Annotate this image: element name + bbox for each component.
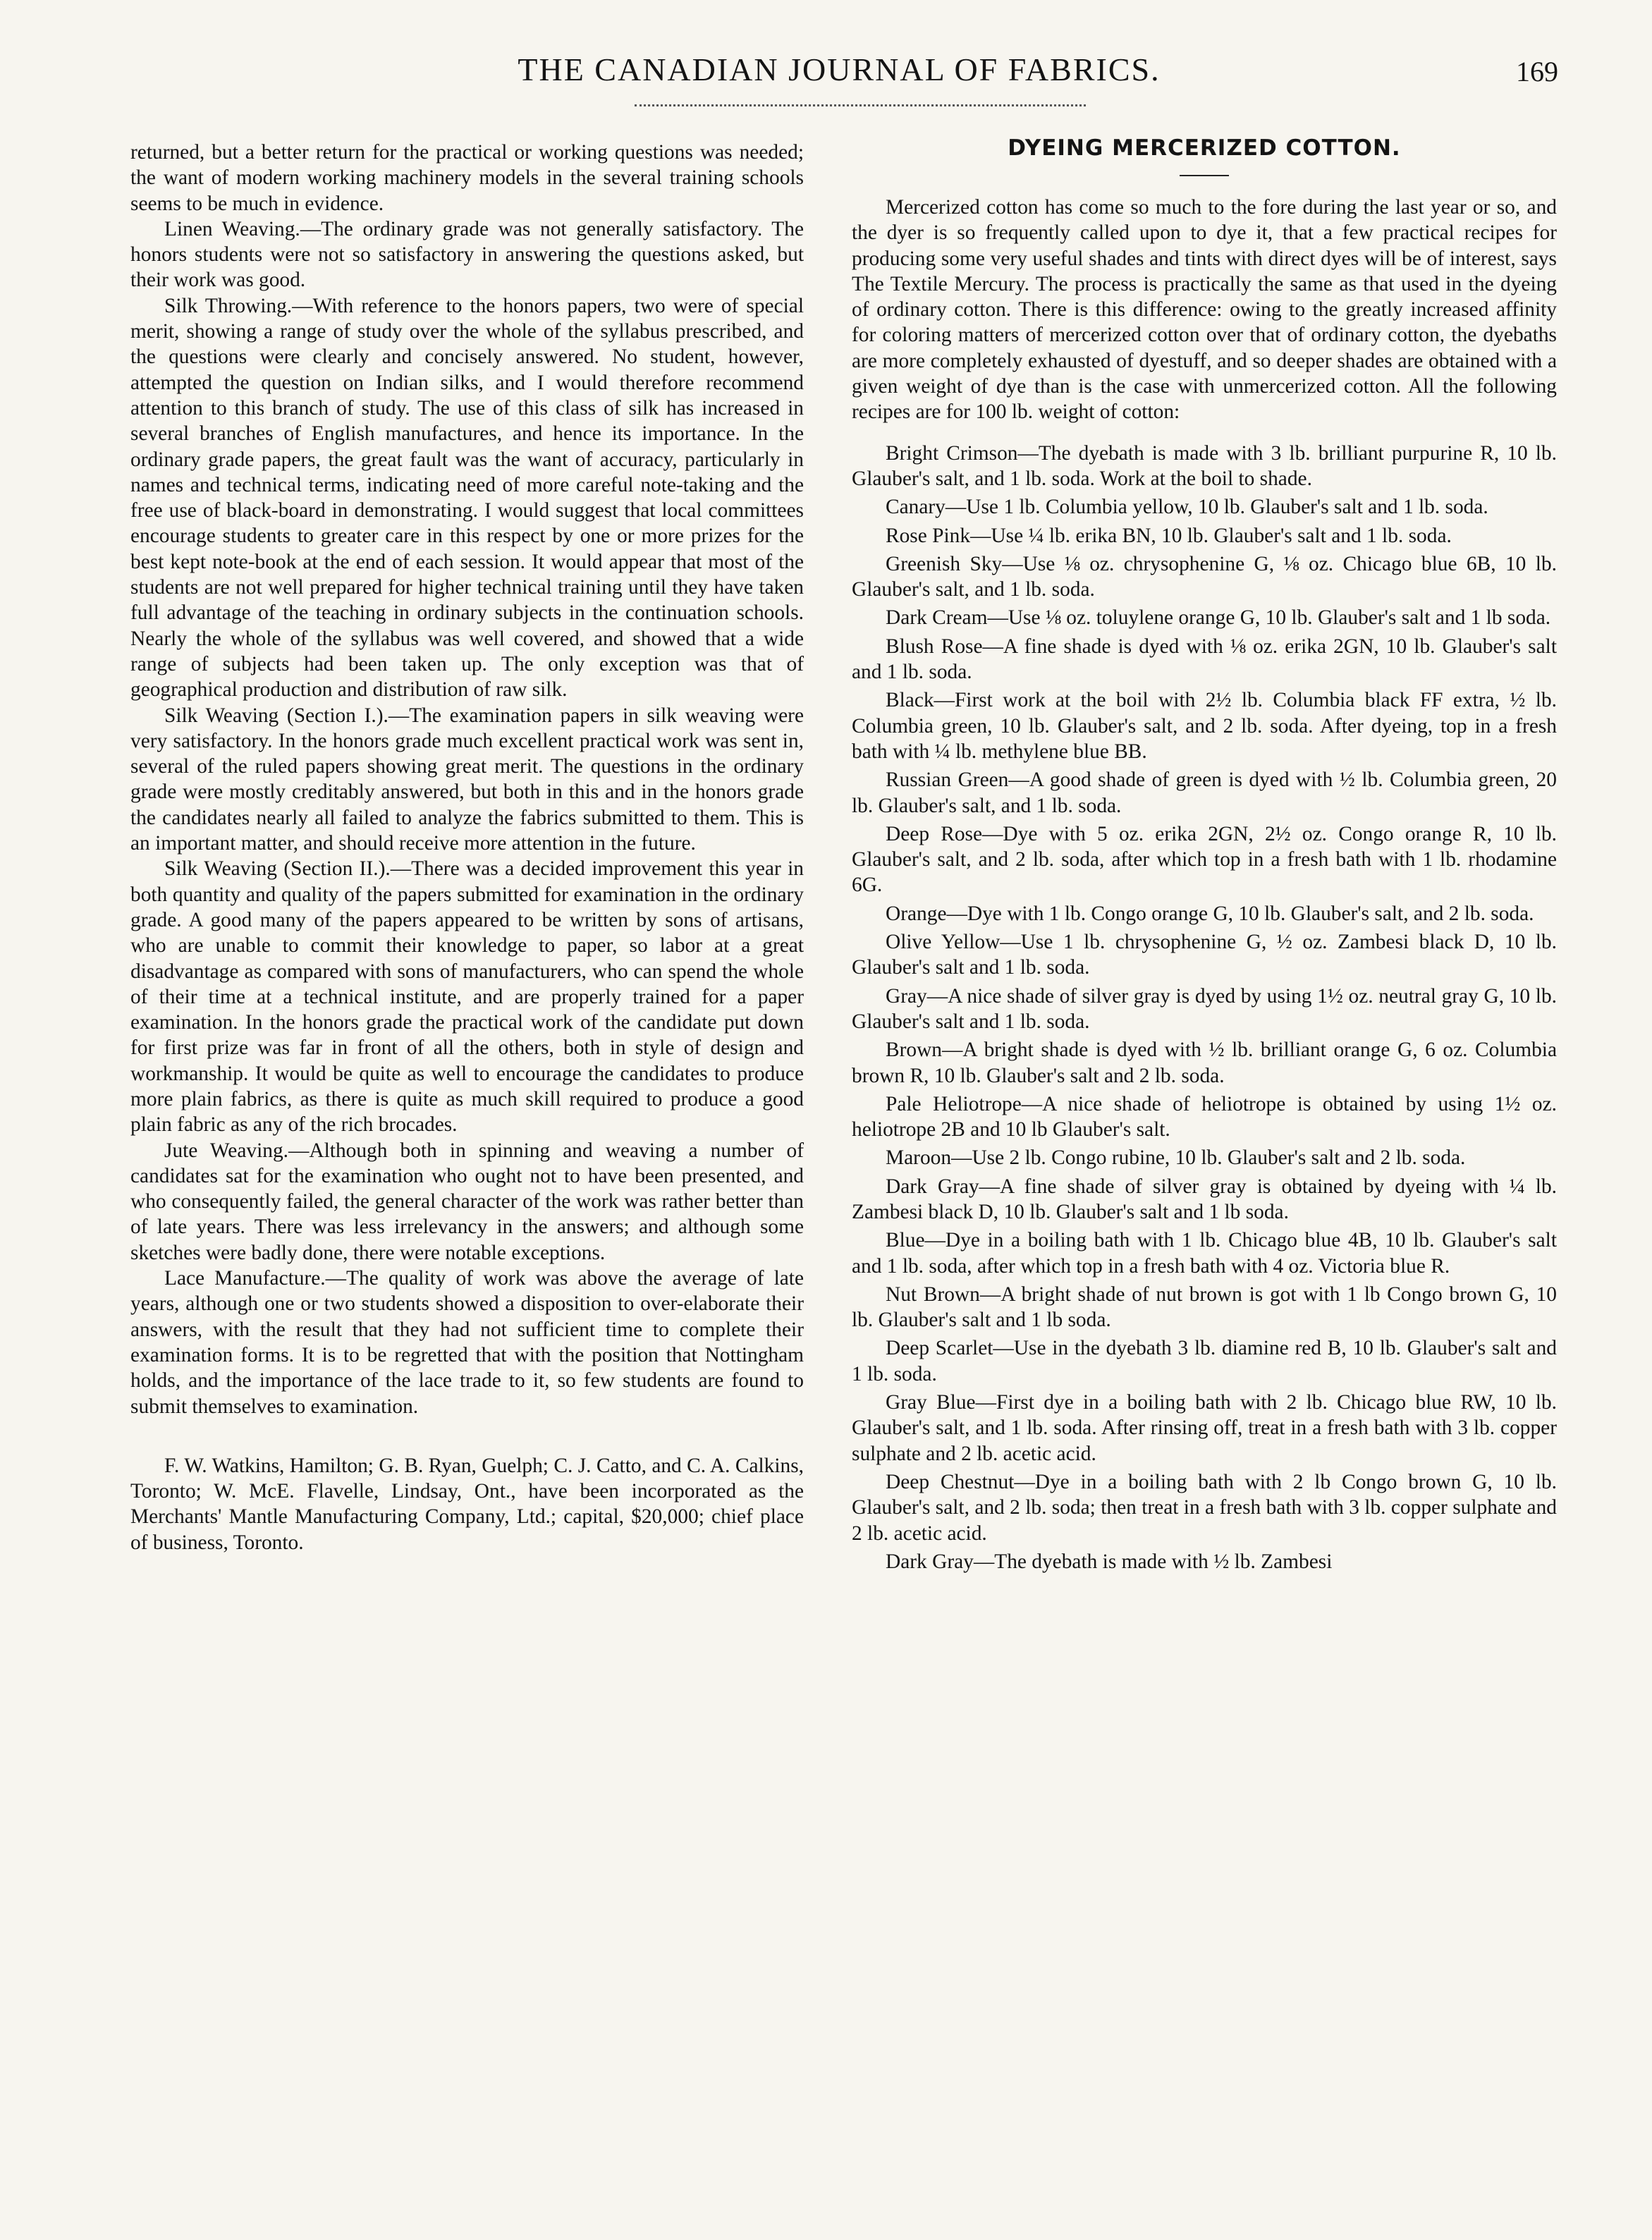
spacer <box>852 428 1557 441</box>
paragraph-silk-weaving-section-1: Silk Weaving (Section I.).—The examination papers in silk weaving were very satisfactory. In the honors grade much excellent practical work was sent in, several of the ruled papers showing great merit. The questions in the ordinary grade were mostly creditably answered, but both in this and in the honors grade the candidates nearly all failed to analyze the fabrics submitted to them. This is an important matter, and should receive more attention in the future. <box>130 704 804 855</box>
title-rule <box>1180 175 1229 176</box>
recipe-dark-gray: Dark Gray—A fine shade of silver gray is obtained by dyeing with ¼ lb. Zambesi black D, 10 lb. Glauber's salt and 1 lb soda. <box>852 1175 1557 1223</box>
page-number: 169 <box>1516 56 1558 87</box>
recipe-gray-blue: Gray Blue—First dye in a boiling bath with 2 lb. Chicago blue RW, 10 lb. Glauber's salt, and 1 lb. soda. After rinsing off, treat in a fresh bath with 3 lb. copper sulphate and 2 lb. acetic acid. <box>852 1391 1557 1465</box>
page-header <box>113 51 1565 100</box>
paragraph-silk-weaving-section-2: Silk Weaving (Section II.).—There was a decided improvement this year in both quantity and quality of the papers submitted for examination in the ordinary grade. A good many of the papers appeared to be written by sons of artisans, who are unable to commit their knowledge to paper, so labor at a great disadvantage as compared with sons of manufacturers, who can spend the whole of their time at a technical institute, and are properly trained for a paper examination. In the honors grade the practical work of the candidate put down for first prize was far in front of all the others, both in style of design and workmanship. It would be quite as well to encourage the candidates to produce more plain fabrics, as there is quite as much skill required to produce a good plain fabric as any of the rich brocades. <box>130 857 804 1137</box>
recipe-brown: Brown—A bright shade is dyed with ½ lb. brilliant orange G, 6 oz. Columbia brown R, 10 lb. Glauber's salt and 2 lb. soda. <box>852 1039 1557 1087</box>
recipe-pale-heliotrope: Pale Heliotrope—A nice shade of heliotrope is obtained by using 1½ oz. heliotrope 2B and 10 lb Glauber's salt. <box>852 1092 1557 1142</box>
recipe-deep-scarlet: Deep Scarlet—Use in the dyebath 3 lb. diamine red B, 10 lb. Glauber's salt and 1 lb. soda. <box>852 1337 1557 1385</box>
recipe-olive-yellow: Olive Yellow—Use 1 lb. chrysophenine G, ½ oz. Zambesi black D, 10 lb. Glauber's salt and 1 lb. soda. <box>852 931 1557 979</box>
recipe-russian-green: Russian Green—A good shade of green is dyed with ½ lb. Columbia green, 20 lb. Glauber's salt, and 1 lb. soda. <box>852 769 1557 817</box>
recipe-deep-rose: Deep Rose—Dye with 5 oz. erika 2GN, 2½ oz. Congo orange R, 10 lb. Glauber's salt, and 2 lb. soda, after which top in a fresh bath with 1 lb. rhodamine 6G. <box>852 822 1557 897</box>
recipe-nut-brown: Nut Brown—A bright shade of nut brown is got with 1 lb Congo brown G, 10 lb. Glauber's salt and 1 lb soda. <box>852 1283 1557 1332</box>
right-column <box>852 134 1557 1577</box>
recipe-greenish-sky: Greenish Sky—Use ⅛ oz. chrysophenine G, ⅛ oz. Chicago blue 6B, 10 lb. Glauber's salt, and 1 lb. soda. <box>852 552 1557 601</box>
paragraph-continuation: returned, but a better return for the practical or working questions was needed; the want of modern working machinery models in the several training schools seems to be much in evidence. <box>130 141 804 215</box>
recipe-dark-gray-continued: Dark Gray—The dyebath is made with ½ lb. Zambesi <box>886 1550 1333 1573</box>
paragraph-lace-manufacture: Lace Manufacture.—The quality of work was above the average of late years, although one or two students showed a disposition to over-elaborate their answers, with the result that they had not sufficient time to complete their examination forms. It is to be regretted that with the position that Nottingham holds, and the importance of the lace trade to it, so few students are found to submit themselves to examination. <box>130 1267 804 1418</box>
incorporation-notice <box>130 1453 804 1555</box>
recipe-deep-chestnut: Deep Chestnut—Dye in a boiling bath with 2 lb Congo brown G, 10 lb. Glauber's salt, and 2 lb. soda; then treat in a fresh bath with 3 lb. copper sulphate and 2 lb. acetic acid. <box>852 1470 1557 1545</box>
paragraph-jute-weaving: Jute Weaving.—Although both in spinning and weaving a number of candidates sat for the examination who ought not to have been presented, and who consequently failed, the general character of the work was rather better than of late years. There was less irrelevancy in the answers; and although some sketches were badly done, there were notable exceptions. <box>130 1139 804 1264</box>
recipe-canary: Canary—Use 1 lb. Columbia yellow, 10 lb. Glauber's salt and 1 lb. soda. <box>886 496 1488 519</box>
article-title: DYEING MERCERIZED COTTON. <box>1008 135 1401 161</box>
recipe-rose-pink: Rose Pink—Use ¼ lb. erika BN, 10 lb. Glauber's salt and 1 lb. soda. <box>886 524 1452 547</box>
recipe-black: Black—First work at the boil with 2½ lb. Columbia black FF extra, ½ lb. Columbia green, 10 lb. Glauber's salt, and 2 lb. soda. After dyeing, top in a fresh bath with ¼ lb. methylene blue BB. <box>852 689 1557 763</box>
notice-text: F. W. Watkins, Hamilton; G. B. Ryan, Guelph; C. J. Catto, and C. A. Calkins, Toronto; W. McE. Flavelle, Lindsay, Ont., have been incorporated as the Merchants' Mantle Manufacturing Company, Ltd.; capital, $20,000; chief place of business, Toronto. <box>130 1454 804 1554</box>
paragraph-silk-throwing: Silk Throwing.—With reference to the honors papers, two were of special merit, showing a range of study over the whole of the syllabus prescribed, and the questions were clearly and concisely answered. No student, however, attempted the question on Indian silks, and I would therefore recommend attention to this branch of study. The use of this class of silk has increased in several branches of English manufactures, and hence its importance. In the ordinary grade papers, the great fault was the want of accuracy, particularly in names and technical terms, indicating need of more careful note-taking and the free use of black-board in demonstrating. I would suggest that local committees encourage students to greater care in this respect by one or more prizes for the best kept note-book at the end of each session. It would appear that most of the students are not well prepared for higher technical training until they have taken full advantage of the teaching in ordinary subjects in the continuation schools. Nearly the whole of the syllabus was well covered, and showed that a wide range of subjects had been taken up. The only exception was that of geographical production and distribution of raw silk. <box>130 294 804 702</box>
recipe-orange: Orange—Dye with 1 lb. Congo orange G, 10 lb. Glauber's salt, and 2 lb. soda. <box>886 902 1534 925</box>
recipe-bright-crimson: Bright Crimson—The dyebath is made with 3 lb. brilliant purpurine R, 10 lb. Glauber's salt, and 1 lb. soda. Work at the boil to shade. <box>852 441 1557 490</box>
recipe-blush-rose: Blush Rose—A fine shade is dyed with ⅛ oz. erika 2GN, 10 lb. Glauber's salt and 1 lb. soda. <box>852 635 1557 684</box>
paragraph-intro: Mercerized cotton has come so much to the fore during the last year or so, and the dyer is so frequently called upon to dye it, that a few practical recipes for producing some very useful shades and tints with direct dyes will be of interest, says The Textile Mercury. The process is practically the same as that used in the dyeing of ordinary cotton. There is this difference: owing to the greatly increased affinity for coloring matters of mercerized cotton over that of ordinary cotton, the dyebaths are more completely exhausted of dyestuff, and so deeper shades are obtained with a given weight of dye than is the case with unmercerized cotton. All the following recipes are for 100 lb. weight of cotton: <box>852 196 1557 424</box>
recipe-dark-cream: Dark Cream—Use ⅛ oz. toluylene orange G, 10 lb. Glauber's salt and 1 lb soda. <box>886 606 1551 630</box>
left-column <box>130 140 804 1555</box>
recipe-maroon: Maroon—Use 2 lb. Congo rubine, 10 lb. Glauber's salt and 2 lb. soda. <box>886 1146 1466 1170</box>
recipe-blue: Blue—Dye in a boiling bath with 1 lb. Chicago blue 4B, 10 lb. Glauber's salt and 1 lb. soda, after which top in a fresh bath with 4 oz. Victoria blue R. <box>852 1229 1557 1278</box>
header-rule <box>635 104 1086 109</box>
recipe-gray: Gray—A nice shade of silver gray is dyed by using 1½ oz. neutral gray G, 10 lb. Glauber's salt and 1 lb. soda. <box>852 984 1557 1033</box>
journal-title: THE CANADIAN JOURNAL OF FABRICS. <box>518 51 1161 87</box>
paragraph-linen-weaving: Linen Weaving.—The ordinary grade was not generally satisfactory. The honors students were not so satisfactory in answering the questions asked, but their work was good. <box>130 217 804 292</box>
